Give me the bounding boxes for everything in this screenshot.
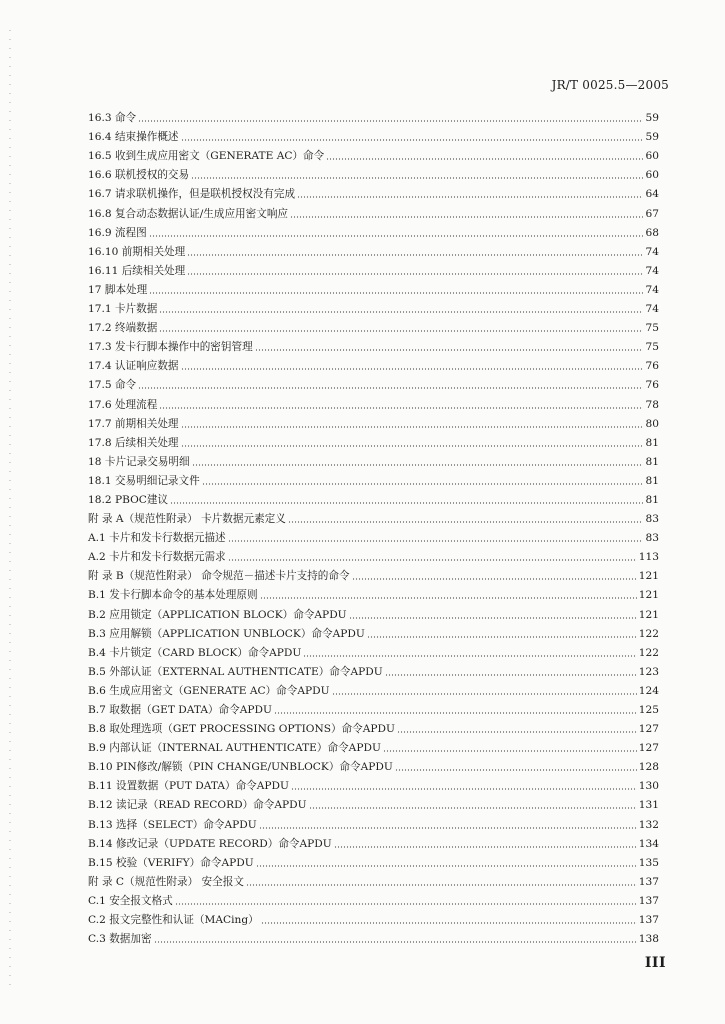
toc-entry-page: 122 — [638, 646, 659, 659]
toc-entry-page: 74 — [645, 283, 659, 296]
toc-entry-page: 122 — [638, 627, 659, 640]
dot-leader — [181, 139, 643, 141]
toc-entry-title: 17.6 处理流程 — [88, 398, 158, 411]
dot-leader — [397, 731, 637, 733]
toc-entry — [88, 163, 659, 182]
dot-leader — [383, 750, 637, 752]
toc-entry-title: 16.4 结束操作概述 — [88, 131, 179, 144]
toc-entry-title: B.9 内部认证（INTERNAL AUTHENTICATE）命令APDU — [88, 742, 381, 755]
toc-entry-page: 125 — [638, 704, 659, 716]
dot-leader — [260, 597, 637, 599]
toc-entry — [88, 259, 659, 278]
toc-entry-page: 76 — [645, 360, 659, 373]
toc-entry-page: 80 — [645, 417, 659, 430]
toc-entry — [88, 221, 659, 240]
dot-leader — [259, 827, 637, 829]
toc-entry — [88, 564, 659, 583]
toc-entry-title: 16.6 联机授权的交易 — [88, 169, 190, 182]
toc-entry — [88, 679, 659, 698]
toc-entry-title: A.1 卡片和发卡行数据元描述 — [88, 532, 226, 545]
toc-entry-title: 附 录 C（规范性附录） 安全报文 — [88, 875, 244, 888]
toc-entry-page: 59 — [645, 112, 659, 125]
toc-entry-page: 60 — [645, 169, 659, 182]
standard-number: JR/T 0025.5—2005 — [551, 78, 669, 92]
dot-leader — [274, 712, 637, 714]
toc-entry — [88, 240, 659, 259]
toc-entry-title: 附 录 B（规范性附录） 命令规范－描述卡片支持的命令 — [88, 570, 350, 583]
toc-entry-page: 81 — [645, 493, 659, 506]
dot-leader — [187, 254, 643, 256]
toc-entry-title: 17.4 认证响应数据 — [88, 360, 179, 373]
dot-leader — [187, 273, 643, 275]
toc-entry-title: 16.7 请求联机操作，但是联机授权没有完成 — [88, 188, 296, 201]
dot-leader — [395, 769, 637, 771]
toc-entry-title: B.12 读记录（READ RECORD）命令APDU — [88, 799, 307, 812]
dot-leader — [181, 368, 643, 370]
toc-entry-page: 81 — [645, 455, 659, 468]
toc-entry — [88, 125, 659, 144]
toc-entry-page: 60 — [645, 150, 659, 163]
toc-entry-title: B.4 卡片锁定（CARD BLOCK）命令APDU — [88, 646, 302, 659]
toc-entry-title: B.11 设置数据（PUT DATA）命令APDU — [88, 780, 289, 793]
dot-leader — [291, 788, 637, 790]
dot-leader — [159, 330, 643, 332]
toc-entry — [88, 469, 659, 488]
toc-entry — [88, 774, 659, 793]
toc-entry-page: 64 — [645, 188, 659, 201]
toc-entry — [88, 851, 659, 870]
toc-entry-title: B.6 生成应用密文（GENERATE AC）命令APDU — [88, 684, 330, 697]
toc-entry — [88, 335, 659, 354]
toc-entry-page: 121 — [638, 589, 659, 602]
table-of-contents — [88, 106, 659, 946]
dot-leader — [385, 674, 637, 676]
toc-entry-title: B.14 修改记录（UPDATE RECORD）命令APDU — [88, 837, 332, 850]
dot-leader — [349, 617, 637, 619]
toc-entry-page: 132 — [638, 818, 659, 831]
toc-entry-title: B.1 发卡行脚本命令的基本处理原则 — [88, 589, 258, 602]
toc-entry-page: 131 — [638, 799, 659, 812]
dot-leader — [228, 559, 637, 561]
toc-entry — [88, 717, 659, 736]
toc-entry-title: B.7 取数据（GET DATA）命令APDU — [88, 704, 272, 716]
toc-entry — [88, 526, 659, 545]
toc-entry — [88, 583, 659, 602]
toc-entry-page: 75 — [645, 341, 659, 354]
toc-entry-title: 17.2 终端数据 — [88, 322, 158, 335]
dot-leader — [256, 865, 637, 867]
toc-entry-page: 127 — [638, 723, 659, 736]
dot-leader — [202, 483, 643, 485]
dot-leader — [303, 655, 636, 657]
toc-entry-title: 16.3 命令 — [88, 112, 137, 125]
dot-leader — [332, 693, 637, 695]
toc-entry-title: 16.11 后续相关处理 — [88, 264, 186, 277]
toc-entry-title: B.8 取处理选项（GET PROCESSING OPTIONS）命令APDU — [88, 723, 395, 736]
toc-entry-title: B.10 PIN修改/解锁（PIN CHANGE/UNBLOCK）命令APDU — [88, 761, 393, 774]
toc-entry — [88, 144, 659, 163]
toc-entry-page: 59 — [645, 131, 659, 144]
toc-entry — [88, 412, 659, 431]
toc-entry-title: B.2 应用锁定（APPLICATION BLOCK）命令APDU — [88, 608, 347, 621]
toc-entry-page: 83 — [645, 513, 659, 526]
toc-entry-page: 124 — [638, 684, 659, 697]
toc-entry-title: B.3 应用解锁（APPLICATION UNBLOCK）命令APDU — [88, 627, 365, 640]
dot-leader — [326, 158, 643, 160]
toc-entry-title: 17.7 前期相关处理 — [88, 417, 179, 430]
toc-entry-title: B.13 选择（SELECT）命令APDU — [88, 818, 257, 831]
dot-leader — [352, 578, 637, 580]
toc-entry-title: 17.5 命令 — [88, 379, 137, 392]
dot-leader — [159, 311, 643, 313]
toc-entry-title: 16.9 流程图 — [88, 226, 147, 239]
toc-entry — [88, 450, 659, 469]
toc-entry-title: 16.8 复合动态数据认证/生成应用密文响应 — [88, 207, 289, 220]
dot-leader — [309, 807, 637, 809]
toc-entry-page: 137 — [638, 875, 659, 888]
toc-entry-page: 134 — [638, 837, 659, 850]
toc-entry — [88, 870, 659, 889]
dot-leader — [191, 177, 643, 179]
dot-leader — [334, 846, 637, 848]
dot-leader — [288, 521, 643, 523]
toc-entry-title: 17.3 发卡行脚本操作中的密钥管理 — [88, 341, 253, 354]
dot-leader — [246, 884, 637, 886]
toc-entry-page: 76 — [645, 379, 659, 392]
toc-entry — [88, 431, 659, 450]
toc-entry-title: 17 脚本处理 — [88, 283, 148, 296]
toc-entry — [88, 908, 659, 927]
toc-entry — [88, 201, 659, 220]
dot-leader — [228, 540, 643, 542]
toc-entry-page: 75 — [645, 322, 659, 335]
toc-entry-title: 附 录 A（规范性附录） 卡片数据元素定义 — [88, 513, 286, 526]
toc-entry-page: 138 — [638, 933, 659, 946]
toc-entry-title: 16.10 前期相关处理 — [88, 245, 186, 258]
toc-entry-title: A.2 卡片和发卡行数据元需求 — [88, 551, 226, 564]
toc-entry-page: 121 — [638, 570, 659, 583]
toc-entry — [88, 278, 659, 297]
toc-entry — [88, 354, 659, 373]
toc-entry-title: 17.1 卡片数据 — [88, 303, 158, 316]
dot-leader — [138, 120, 643, 122]
toc-entry-page: 113 — [638, 551, 659, 564]
dot-leader — [261, 922, 637, 924]
dot-leader — [149, 292, 643, 294]
toc-entry-page: 67 — [645, 207, 659, 220]
toc-entry — [88, 488, 659, 507]
toc-entry — [88, 602, 659, 621]
dot-leader — [175, 903, 637, 905]
toc-entry-page: 135 — [638, 856, 659, 869]
toc-entry-title: C.3 数据加密 — [88, 933, 152, 946]
toc-entry-page: 78 — [645, 398, 659, 411]
toc-entry-title: B.15 校验（VERIFY）命令APDU — [88, 856, 254, 869]
toc-entry-page: 130 — [638, 780, 659, 793]
dot-leader — [181, 426, 643, 428]
toc-entry-page: 81 — [645, 436, 659, 449]
toc-entry-title: 18.1 交易明细记录文件 — [88, 474, 200, 487]
toc-entry — [88, 832, 659, 851]
toc-entry-page: 128 — [638, 761, 659, 774]
toc-entry-page: 68 — [645, 226, 659, 239]
dot-leader — [170, 502, 643, 504]
dot-leader — [255, 349, 643, 351]
toc-entry — [88, 660, 659, 679]
toc-entry — [88, 316, 659, 335]
toc-entry-page: 74 — [645, 245, 659, 258]
dot-leader — [149, 235, 643, 237]
toc-entry-title: 17.8 后续相关处理 — [88, 436, 179, 449]
toc-entry — [88, 297, 659, 316]
toc-entry — [88, 793, 659, 812]
toc-entry — [88, 736, 659, 755]
toc-entry — [88, 182, 659, 201]
dot-leader — [297, 196, 643, 198]
toc-entry-page: 74 — [645, 303, 659, 316]
toc-entry — [88, 698, 659, 717]
toc-entry-title: C.2 报文完整性和认证（MACing） — [88, 914, 259, 927]
toc-entry-title: B.5 外部认证（EXTERNAL AUTHENTICATE）命令APDU — [88, 665, 383, 678]
dot-leader — [138, 387, 643, 389]
dot-leader — [181, 445, 643, 447]
toc-entry-title: 16.5 收到生成应用密文（GENERATE AC）命令 — [88, 150, 325, 163]
dot-leader — [367, 636, 637, 638]
toc-entry — [88, 812, 659, 831]
dot-leader — [192, 464, 643, 466]
toc-entry-page: 74 — [645, 264, 659, 277]
toc-entry-title: 18.2 PBOC建议 — [88, 493, 169, 506]
toc-entry — [88, 755, 659, 774]
toc-entry-page: 121 — [638, 608, 659, 621]
scan-edge-marks — [9, 30, 11, 990]
toc-entry — [88, 392, 659, 411]
toc-entry — [88, 507, 659, 526]
toc-entry-page: 127 — [638, 742, 659, 755]
toc-entry-title: 18 卡片记录交易明细 — [88, 455, 190, 468]
toc-entry — [88, 373, 659, 392]
dot-leader — [290, 216, 643, 218]
dot-leader — [154, 941, 637, 943]
toc-entry — [88, 889, 659, 908]
toc-entry-page: 123 — [638, 665, 659, 678]
page-number: III — [644, 955, 666, 971]
toc-entry-page: 137 — [638, 914, 659, 927]
toc-entry — [88, 927, 659, 946]
toc-entry-page: 83 — [645, 532, 659, 545]
toc-entry-page: 81 — [645, 474, 659, 487]
toc-entry-title: C.1 安全报文格式 — [88, 894, 173, 907]
toc-entry — [88, 622, 659, 641]
toc-entry — [88, 106, 659, 125]
toc-entry — [88, 641, 659, 660]
toc-entry-page: 137 — [638, 894, 659, 907]
toc-entry — [88, 545, 659, 564]
dot-leader — [159, 407, 643, 409]
